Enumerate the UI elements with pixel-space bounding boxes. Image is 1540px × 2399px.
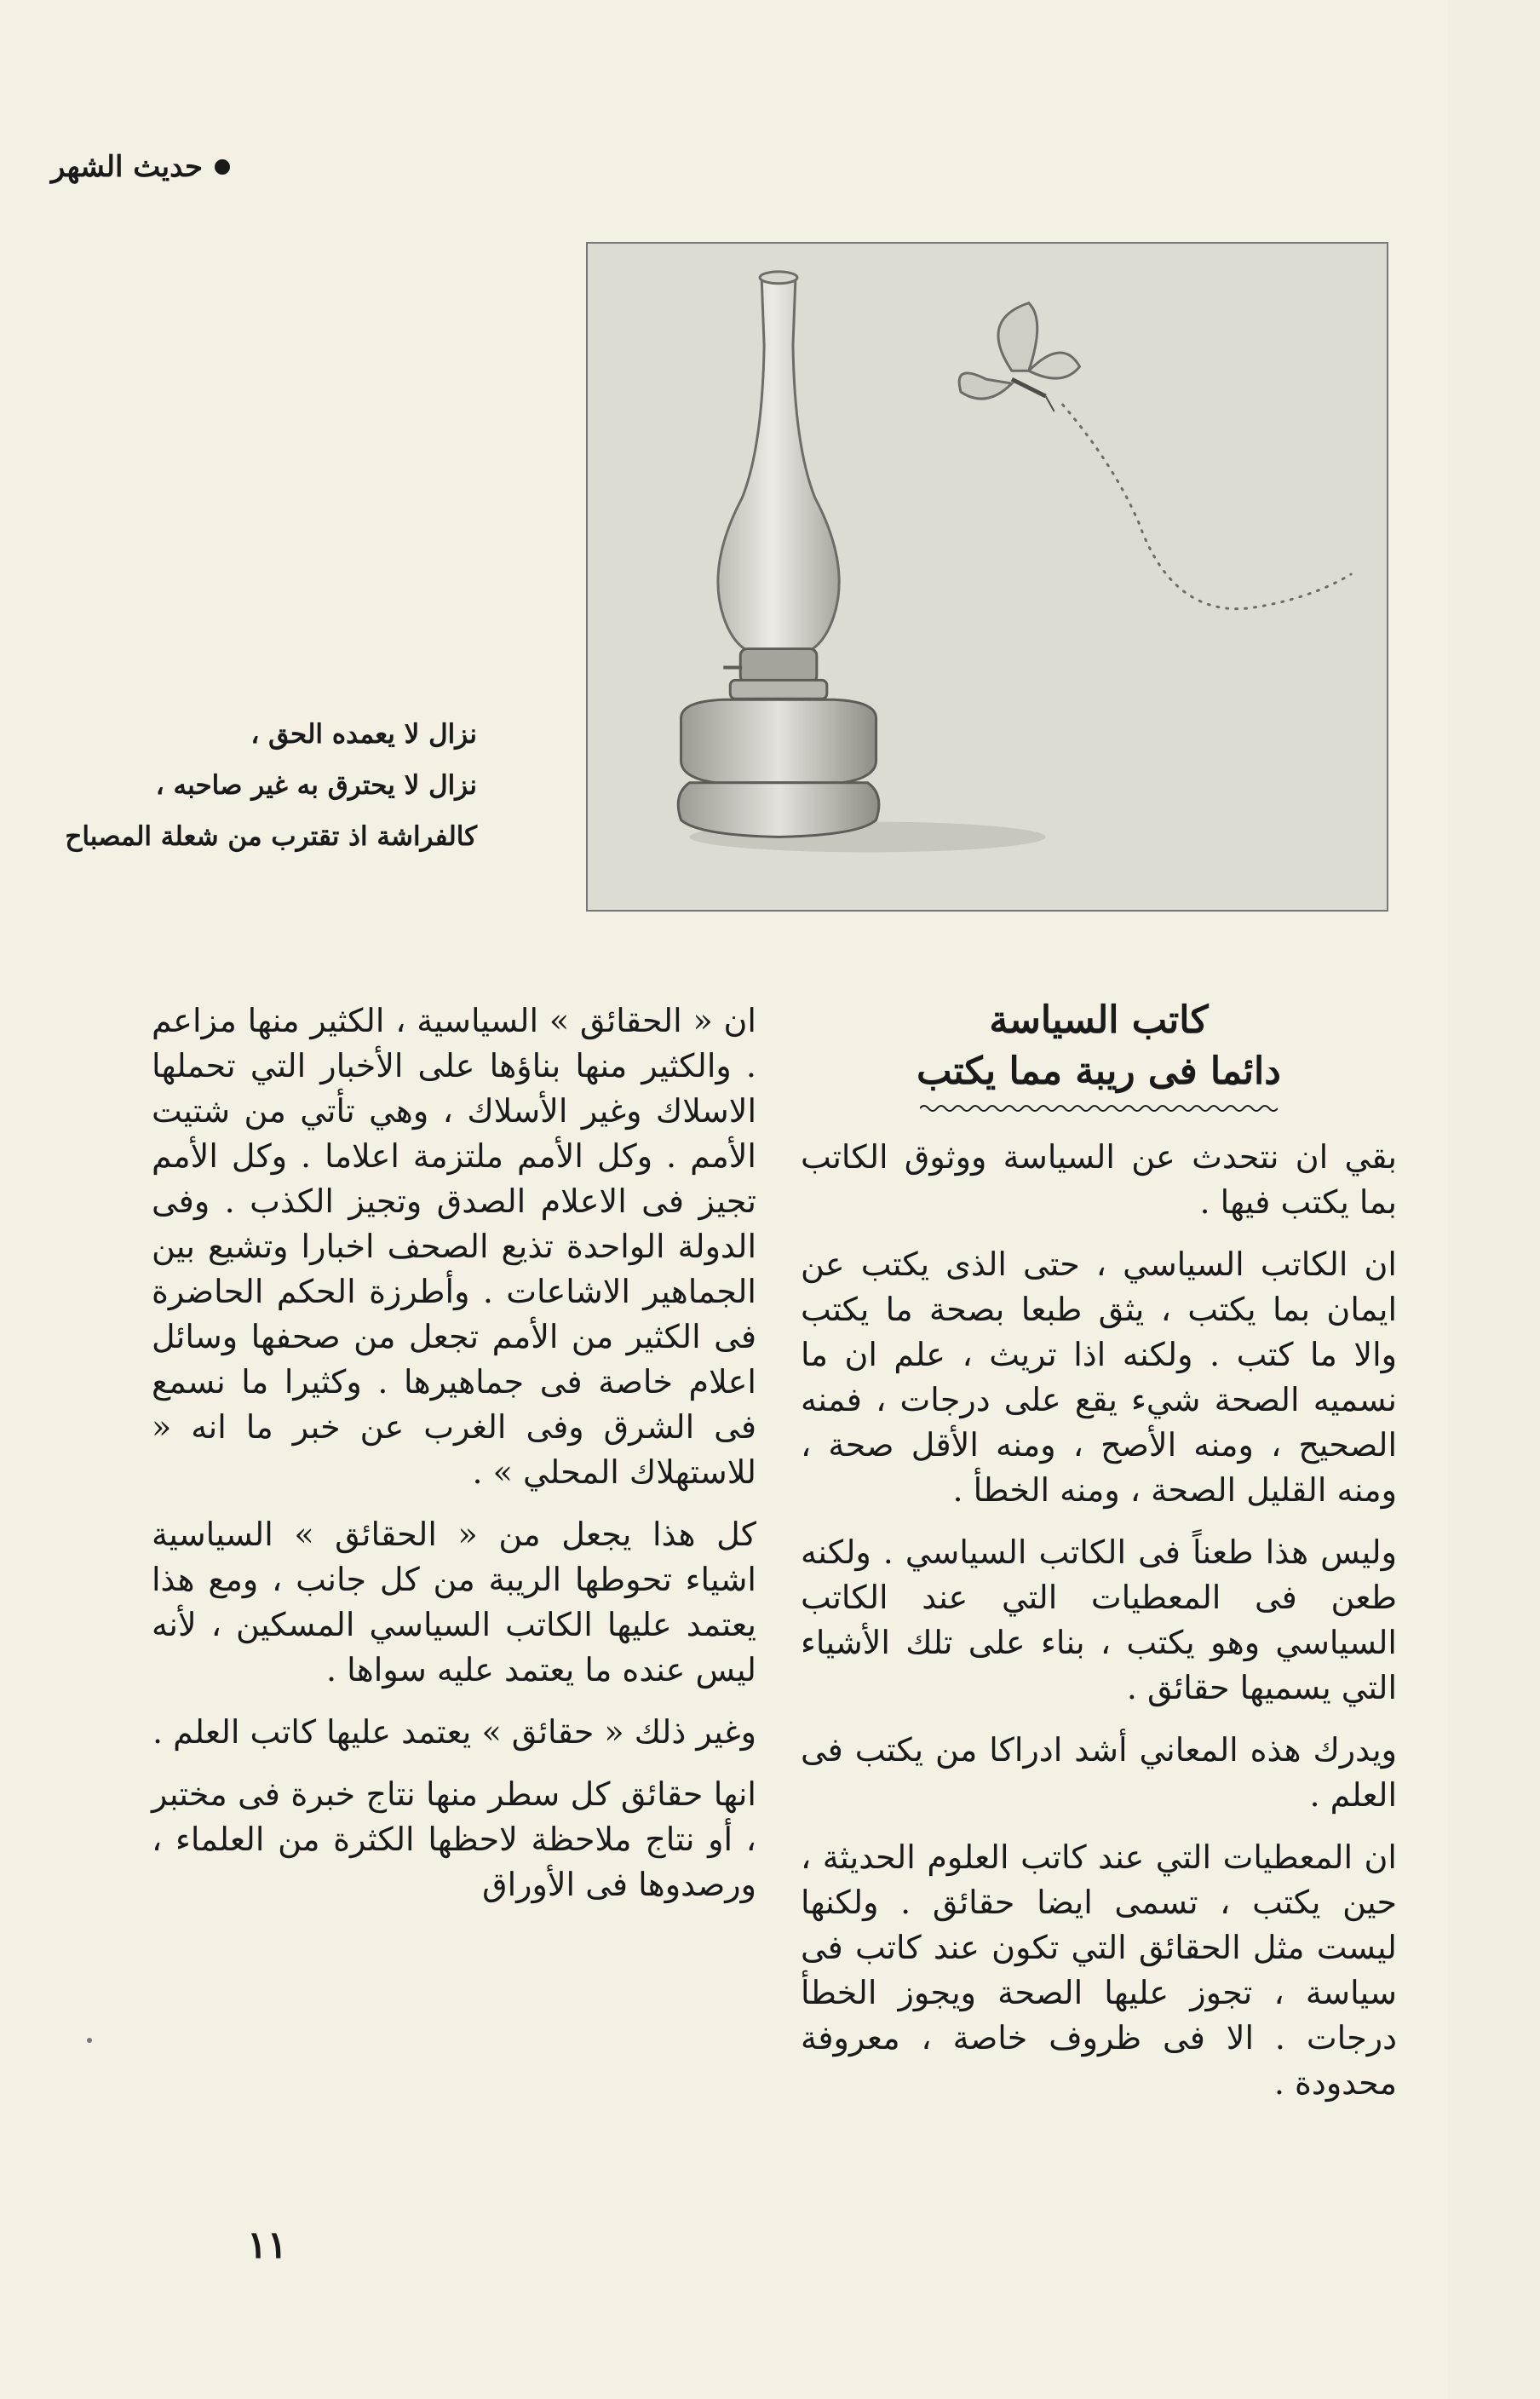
page-edge [1448,0,1540,2399]
oil-lamp-illustration [586,242,1388,912]
paragraph: ان المعطيات التي عند كاتب العلوم الحديثة ، حين يكتب ، تسمى ايضا حقائق . ولكنها ليست مثل الحقائق التي تكون عند كاتب فى سياسة ، تجوز عليها الصحة ويجوز الخطأ درجات . الا فى ظروف خاصة ، معروفة محدودة . [801,1838,1397,2102]
paragraph: وغير ذلك « حقائق » يعتمد عليها كاتب العلم . [152,1713,756,1751]
paragraph: ويدرك هذه المعاني أشد ادراكا من يكتب فى العلم . [801,1731,1397,1814]
caption-line: نزال لا يحترق به غير صاحبه ، [155,770,477,801]
page-number: ١١ [247,2224,288,2267]
paragraph: وليس هذا طعناً فى الكاتب السياسي . ولكنه طعن فى المعطيات التي عند الكاتب السياسي وهو يكتب ، بناء على تلك الأشياء التي يسميها حقائق . [801,1533,1397,1706]
bullet-icon [215,159,230,175]
article-title-line-1: كاتب السياسة [989,998,1209,1042]
title-wavy-rule [920,1102,1278,1114]
paragraph: انها حقائق كل سطر منها نتاج خبرة فى مختبر ، أو نتاج ملاحظة لاحظها الكثرة من العلماء ، ورصدوها فى الأوراق [152,1775,756,1903]
section-title: حديث الشهر [50,150,203,184]
illustration-caption [65,709,477,862]
paragraph: بقي ان نتحدث عن السياسة ووثوق الكاتب بما يكتب فيها . [801,1138,1397,1221]
article-right-column [801,995,1397,2123]
section-header [51,150,230,184]
oil-lamp-and-moth-icon [588,244,1387,910]
article-title-line-2: دائما فى ريبة مما يكتب [917,1050,1281,1093]
paragraph: كل هذا يجعل من « الحقائق » السياسية اشياء تحوطها الريبة من كل جانب ، ومع هذا يعتمد عليها الكاتب السياسي المسكين ، لأنه ليس عنده ما يعتمد عليه سواها . [152,1516,756,1689]
margin-speck [87,2038,92,2043]
caption-line: كالفراشة اذ تقترب من شعلة المصباح [65,821,477,852]
article-left-column [152,995,756,1924]
paragraph: ان « الحقائق » السياسية ، الكثير منها مزاعم . والكثير منها بناؤها على الأخبار التي تحملها الاسلاك وغير الأسلاك ، وهي تأتي من شتيت الأمم . وكل الأمم ملتزمة اعلاما . وكل الأمم تجيز فى الاعلام الصدق وتجيز الكذب . وفى الدولة الواحدة تذيع الصحف اخبارا وتشيع بين الجماهير الاشاعات . وأطرزة الحكم الحاضرة فى الكثير من الأمم تجعل من صحفها وسائل اعلام خاصة فى جماهيرها . وكثيرا ما نسمع فى الشرق وفى الغرب عن خبر ما انه « للاستهلاك المحلي » . [152,1002,756,1491]
paragraph: ان الكاتب السياسي ، حتى الذى يكتب عن ايمان بما يكتب ، يثق طبعا بصحة ما يكتب والا ما كتب . ولكنه اذا تريث ، علم ان ما نسميه الصحة شيء يقع على درجات ، فمنه الصحيح ، ومنه الأصح ، ومنه الأقل صحة ، ومنه القليل الصحة ، ومنه الخطأ . [801,1246,1397,1509]
article-title [801,995,1397,1097]
caption-line: نزال لا يعمده الحق ، [250,719,477,750]
